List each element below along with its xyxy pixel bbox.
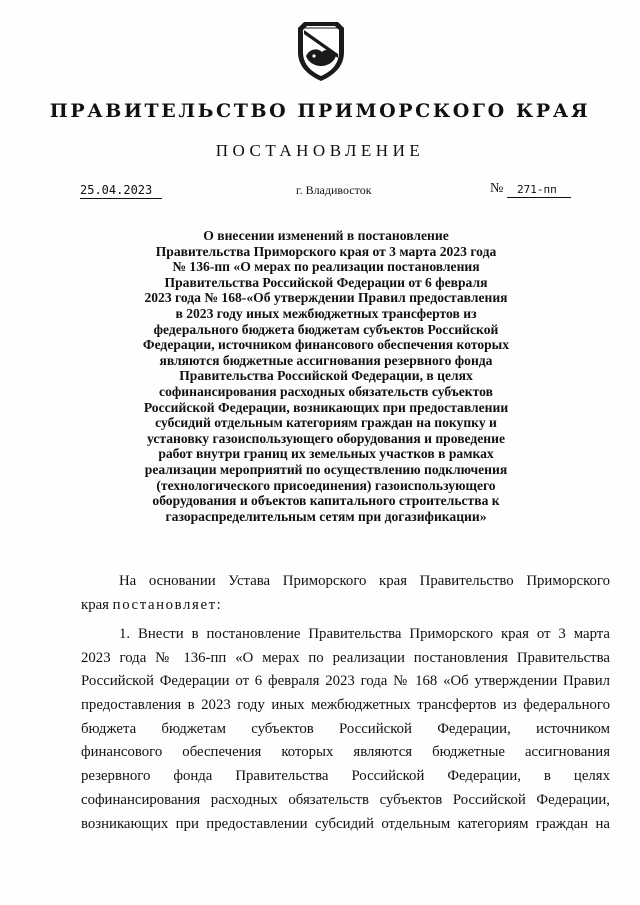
subject-line: 2023 года № 168-«Об утверждении Правил предоставления [144, 290, 508, 306]
item-line: возникающих при предоставлении субсидий отдельным категориям граждан на [81, 815, 610, 832]
basis-line: На основании Устава Приморского края Правительство Приморского [119, 573, 610, 589]
item-1-paragraph [81, 623, 610, 836]
subject-line: оборудования и объектов капитального строительства к [152, 493, 500, 509]
subject-line: Правительства Российской Федерации, в целях [179, 368, 473, 384]
number-label: № [490, 181, 504, 196]
document-type: ПОСТАНОВЛЕНИЕ [215, 141, 425, 160]
subject-line: федерального бюджета бюджетам субъектов Российской [153, 321, 499, 337]
item-line: финансового обеспечения которых являются бюджетные ассигнования [81, 744, 610, 761]
subject-line: № 136-пп «О мерах по реализации постановления [172, 259, 480, 275]
document-city: г. Владивосток [296, 183, 372, 197]
item-line: 2023 года № 136-пп «О мерах по реализации постановления Правительства [81, 649, 610, 666]
document-meta [80, 183, 610, 205]
coat-of-arms-icon [294, 18, 348, 84]
basis-prefix: края [81, 596, 113, 613]
basis-paragraph [81, 570, 610, 617]
item-line: 1. Внести в постановление Правительства Приморского края от 3 марта [119, 626, 610, 642]
item-line: бюджета бюджетам субъектов Российской Федерации, источником [81, 720, 610, 737]
document-number: 271-пп [507, 183, 571, 198]
item-line: предоставления в 2023 году иных межбюджетных трансфертов из федерального [81, 697, 610, 714]
item-line: резервного фонда Правительства Российской Федерации, в целях [81, 768, 610, 785]
subject-line: софинансирования расходных обязательств субъектов [159, 383, 493, 399]
subject-line: Федерации, источником финансового обеспечения которых [142, 337, 510, 353]
basis-line [81, 594, 610, 618]
subject-line: Правительства Приморского края от 3 марта 2023 года [155, 243, 497, 259]
subject-line: Правительства Российской Федерации от 6 февраля [164, 274, 488, 290]
subject-line: (технологического присоединения) газоиспользующего [156, 477, 496, 493]
item-line: Российской Федерации от 6 февраля 2023 года № 168 «Об утверждении Правил [81, 673, 610, 690]
decree-word: постановляет: [112, 596, 223, 613]
subject-line: субсидий отдельным категориям граждан на покупку и [155, 415, 497, 431]
subject-line: в 2023 году иных межбюджетных трансфертов из [175, 305, 477, 321]
subject-line: установку газоиспользующего оборудования и проведение [146, 430, 505, 446]
subject-line: О внесении изменений в постановление [203, 228, 449, 243]
document-subject [110, 228, 542, 524]
subject-line: газораспределительным сетям при догазификации» [165, 508, 487, 524]
government-title: ПРАВИТЕЛЬСТВО ПРИМОРСКОГО КРАЯ [49, 100, 591, 122]
subject-line: являются бюджетные ассигнования резервного фонда [159, 352, 493, 368]
subject-line: реализации мероприятий по осуществлению подключения [144, 461, 508, 477]
subject-line: Российской Федерации, возникающих при предоставлении [143, 399, 509, 415]
item-line: софинансирования расходных обязательств субъектов Российской Федерации, [81, 791, 610, 808]
subject-line: работ внутри границ их земельных участков в рамках [158, 446, 494, 462]
document-date: 25.04.2023 [80, 183, 162, 199]
